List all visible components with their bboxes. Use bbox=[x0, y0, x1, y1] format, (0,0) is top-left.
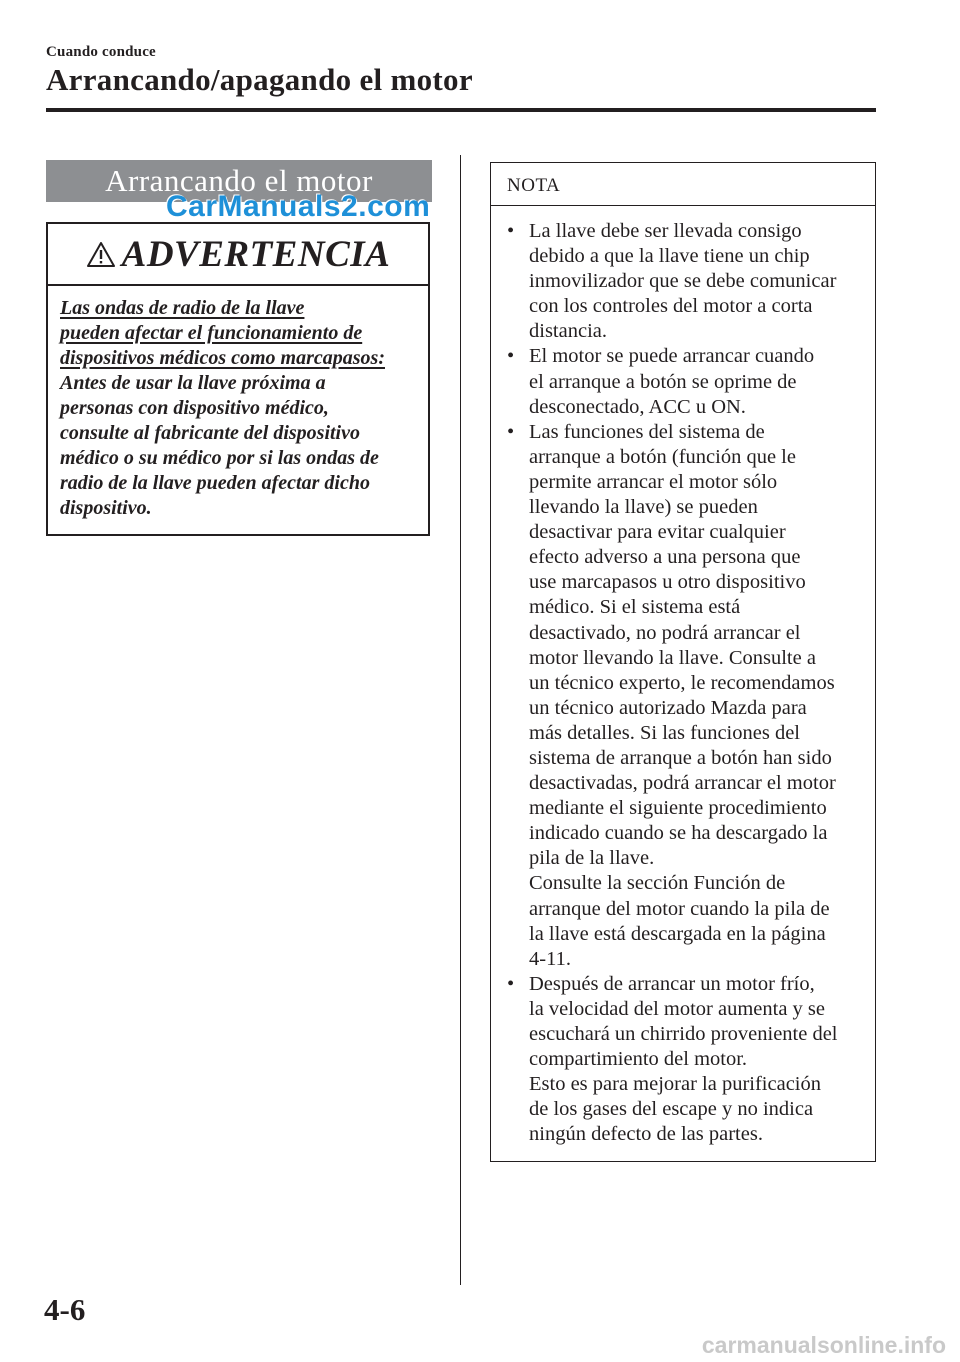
note-line: más detalles. Si las funciones del bbox=[529, 721, 800, 744]
note-line: permite arrancar el motor sólo bbox=[529, 470, 778, 493]
warning-underlined-line: pueden afectar el funcionamiento de bbox=[60, 322, 363, 344]
note-line: de los gases del escape y no indica bbox=[529, 1098, 814, 1121]
note-line: un técnico autorizado Mazda para bbox=[529, 696, 807, 719]
note-line: la llave está descargada en la página bbox=[529, 922, 826, 945]
note-line: distancia. bbox=[529, 320, 607, 343]
note-line: use marcapasos u otro dispositivo bbox=[529, 571, 806, 594]
note-line: escuchará un chirrido proveniente del bbox=[529, 1023, 838, 1045]
column-divider bbox=[460, 155, 461, 1285]
warning-underlined-line: dispositivos médicos como marcapasos: bbox=[60, 347, 385, 369]
page-number: 4-6 bbox=[44, 1292, 86, 1327]
note-line: Las funciones del sistema de bbox=[529, 420, 765, 443]
note-line: arranque a botón (función que le bbox=[529, 445, 796, 468]
note-line: inmovilizador que se debe comunicar bbox=[529, 270, 837, 293]
warning-body-line: consulte al fabricante del dispositivo bbox=[60, 422, 360, 444]
bullet-icon: • bbox=[507, 972, 515, 995]
note-line: efecto adverso a una persona que bbox=[529, 546, 801, 569]
note-line: Consulte la sección Función de bbox=[529, 872, 786, 895]
note-list-item bbox=[505, 219, 875, 344]
note-line: con los controles del motor a corta bbox=[529, 295, 813, 318]
note-line: ningún defecto de las partes. bbox=[529, 1123, 763, 1146]
note-list bbox=[505, 219, 875, 1147]
note-line: 4-11. bbox=[529, 947, 571, 970]
note-line: compartimiento del motor. bbox=[529, 1048, 748, 1071]
note-line: mediante el siguiente procedimiento bbox=[529, 797, 827, 820]
note-line: Esto es para mejorar la purificación bbox=[529, 1073, 821, 1096]
note-list-item bbox=[505, 420, 875, 972]
note-list-item bbox=[505, 972, 875, 1148]
note-line: desactivadas, podrá arrancar el motor bbox=[529, 772, 836, 795]
note-line: arranque del motor cuando la pila de bbox=[529, 897, 830, 920]
note-line: la velocidad del motor aumenta y se bbox=[529, 997, 826, 1020]
watermark-bottom: carmanualsonline.info bbox=[701, 1332, 946, 1358]
note-line: La llave debe ser llevada consigo bbox=[529, 220, 802, 242]
note-line: médico. Si el sistema está bbox=[529, 596, 741, 619]
note-line: debido a que la llave tiene un chip bbox=[529, 245, 810, 268]
note-box bbox=[490, 162, 876, 1162]
warning-body-line: dispositivo. bbox=[60, 497, 152, 519]
note-line: llevando la llave) se pueden bbox=[529, 496, 758, 519]
page-title: Arrancando/apagando el motor bbox=[46, 62, 473, 97]
note-line: desactivado, no podrá arrancar el bbox=[529, 621, 801, 644]
note-line: un técnico experto, le recomendamos bbox=[529, 671, 835, 694]
warning-box bbox=[46, 222, 430, 536]
watermark-top: CarManuals2.com bbox=[166, 190, 431, 223]
note-line: motor llevando la llave. Consulte a bbox=[529, 646, 816, 669]
warning-text bbox=[60, 296, 422, 521]
note-line: Después de arrancar un motor frío, bbox=[529, 972, 815, 995]
note-line: sistema de arranque a botón han sido bbox=[529, 746, 832, 769]
note-line: indicado cuando se ha descargado la bbox=[529, 822, 828, 845]
note-line: El motor se puede arrancar cuando bbox=[529, 345, 815, 368]
note-line: pila de la llave. bbox=[529, 847, 655, 870]
section-title: Arrancando el motor bbox=[105, 163, 373, 198]
warning-body-line: médico o su médico por si las ondas de bbox=[60, 447, 379, 469]
note-line: desactivar para evitar cualquier bbox=[529, 521, 786, 544]
bullet-icon: • bbox=[507, 420, 515, 443]
warning-heading-label: ADVERTENCIA bbox=[121, 233, 391, 275]
bullet-icon: • bbox=[507, 220, 515, 242]
warning-triangle-icon bbox=[86, 241, 116, 268]
header-divider bbox=[46, 108, 876, 112]
note-divider bbox=[491, 205, 875, 206]
warning-body-line: radio de la llave pueden afectar dicho bbox=[60, 472, 370, 494]
note-heading: NOTA bbox=[507, 175, 561, 196]
note-line: desconectado, ACC u ON. bbox=[529, 395, 746, 418]
warning-body-line: Antes de usar la llave próxima a bbox=[60, 372, 326, 394]
warning-underlined-line: Las ondas de radio de la llave bbox=[60, 297, 305, 319]
running-header-section: Cuando conduce bbox=[46, 44, 156, 60]
note-list-item bbox=[505, 344, 875, 419]
warning-heading bbox=[48, 224, 428, 286]
note-line: el arranque a botón se oprime de bbox=[529, 370, 797, 393]
warning-body-line: personas con dispositivo médico, bbox=[60, 397, 329, 419]
bullet-icon: • bbox=[507, 345, 515, 368]
